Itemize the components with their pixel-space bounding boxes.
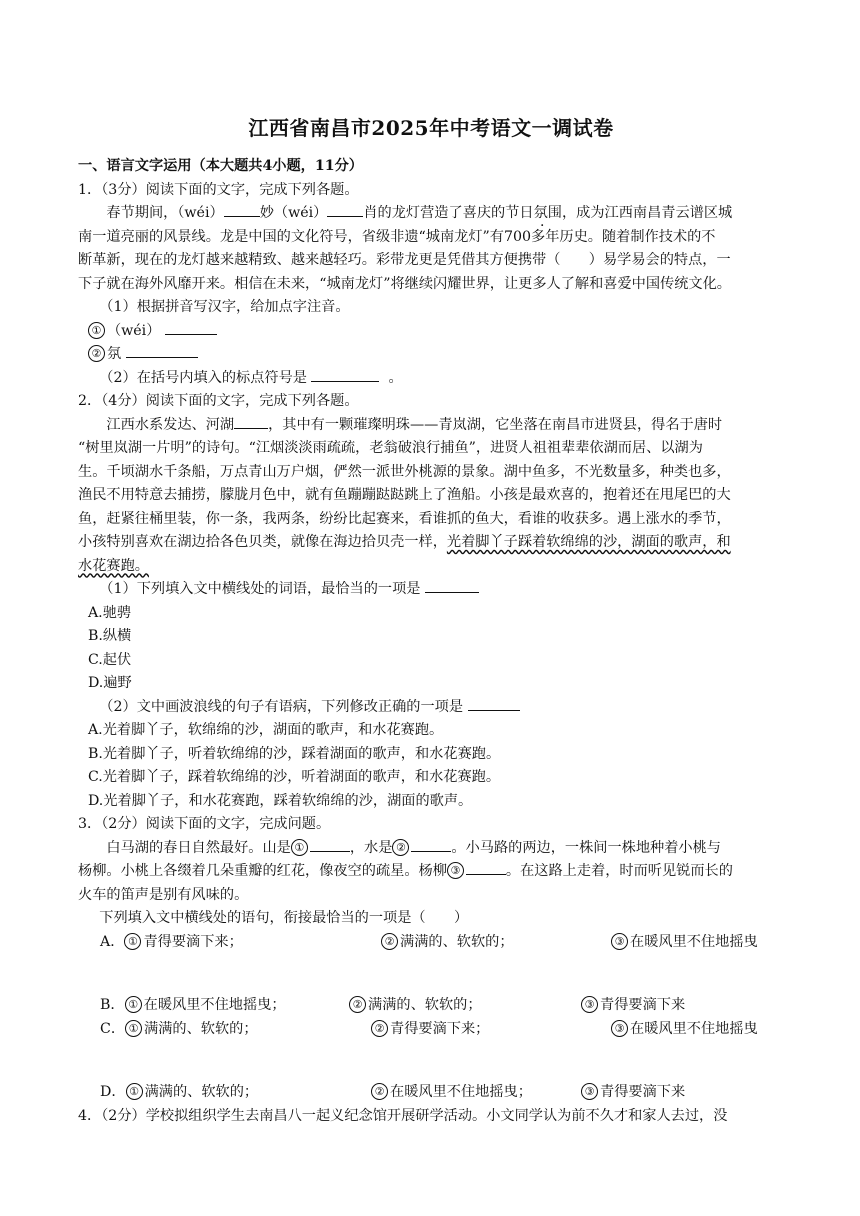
answer-blank	[425, 578, 479, 593]
q1-sub1-item1: ① （wéi）	[78, 320, 784, 344]
q2-passage-line4: 渔民不用特意去捕捞，朦胧月色中，就有鱼蹦蹦跶跶跳上了渔船。小孩是最欢喜的，抱着还在甩尾巴的大	[78, 487, 731, 503]
q2-sub1-option: B.纵横	[87, 628, 132, 644]
wavy-sentence: 光着脚丫子踩着软绵绵的沙，湖面的歌声，和	[446, 534, 731, 550]
q1-heading: 1．（3分）阅读下面的文字，完成下列各题。	[78, 181, 359, 198]
answer-blank	[126, 343, 198, 358]
circle-number: ①	[291, 839, 308, 856]
q1-passage-line3: 断革新，现在的龙灯越来越精致、越来越轻巧。彩带龙更是凭借其方便携带（ ）易学易会的特点，一	[78, 252, 731, 268]
q2-sub2: （2）文中画波浪线的句子有语病，下列修改正确的一项是	[78, 696, 784, 720]
circle-number: ③	[447, 862, 464, 879]
q2-sub2-option: D.光着脚丫子，和水花赛跑，踩着软绵绵的沙，湖面的歌声。	[87, 792, 473, 809]
q2-heading: 2．（4分）阅读下面的文字，完成下列各题。	[78, 393, 359, 409]
answer-blank	[311, 367, 379, 382]
q1-sub2: （2）在括号内填入的标点符号是 。	[78, 367, 784, 391]
q2-sub2-option: B.光着脚丫子，听着软绵绵的沙，踩着湖面的歌声，和水花赛跑。	[87, 745, 501, 762]
wavy-sentence: 水花赛跑。	[78, 557, 149, 574]
q3-option-c: C． ① 满满的、软软的； ② 青得要滴下来； ③ 在暖风里不住地摇曳	[100, 1020, 758, 1037]
answer-blank	[165, 320, 217, 335]
q1-sub1: （1）根据拼音写汉字，给加点字注音。	[99, 299, 350, 315]
blank	[327, 202, 363, 217]
circle-number: ②	[88, 345, 105, 362]
q2-passage-line3: 生。千顷湖水千条船，万点青山万户烟，俨然一派世外桃源的景象。湖中鱼多，不光数量多，种类也多，	[78, 463, 731, 480]
q3-passage-line3: 火车的笛声是别有风味的。	[78, 886, 249, 903]
q1-passage-line2: 南一道亮丽的风景线。龙是中国的文化符号，省级非遗“城南龙灯”有700多年历史。随着制作技术的不	[78, 228, 716, 245]
section-heading: 一、语言文字运用（本大题共4小题，11分）	[78, 158, 363, 174]
q3-passage-line2: 杨柳。小桃上各缀着几朵重瓣的红花，像夜空的疏星。杨柳 ③ 。在这路上走着，时而听见锐而长的	[78, 860, 784, 884]
blank	[466, 860, 506, 875]
q2-passage-line1: 江西水系发达、河湖 ，其中有一颗璀璨明珠——青岚湖，它坐落在南昌市进贤县，得名于唐时	[78, 414, 784, 438]
q2-sub1-option: D.遍野	[87, 675, 132, 691]
q3-option-a: A． ① 青得要滴下来； ② 满满的、软软的； ③ 在暖风里不住地摇曳	[100, 933, 758, 950]
q3-option-b: B． ① 在暖风里不住地摇曳； ② 满满的、软软的； ③ 青得要滴下来	[100, 997, 686, 1013]
exam-page	[78, 112, 784, 1128]
q3-passage-line1: 白马湖的春日自然最好。山是 ① ，水是 ② 。小马路的两边，一株间一株地种着小桃与	[78, 837, 784, 861]
blank	[310, 837, 350, 852]
q2-sub2-option: A.光着脚丫子，软绵绵的沙，湖面的歌声，和水花赛跑。	[87, 722, 444, 738]
q2-passage-line6: 小孩特别喜欢在湖边拾各色贝类，就像在海边拾贝壳一样，光着脚丫子踩着软绵绵的沙，湖面的歌声，和	[78, 534, 731, 550]
q2-sub1-option: A.驰骋	[87, 604, 132, 621]
q1-sub1-item2: ② 氛	[78, 343, 784, 367]
q3-ask: 下列填入文中横线处的语句，衔接最恰当的一项是（ ）	[99, 910, 469, 926]
q2-passage-line5: 鱼，赶紧往桶里装，你一条，我两条，纷纷比起赛来，看谁抓的鱼大，看谁的收获多。遇上涨水的季节，	[78, 510, 731, 527]
q2-sub1: （1）下列填入文中横线处的词语，最恰当的一项是	[78, 578, 784, 602]
q4-heading: 4．（2分）学校拟组织学生去南昌八一起义纪念馆开展研学活动。小文同学认为前不久才和家人去过，没	[78, 1107, 728, 1124]
exam-title: 江西省南昌市2025年中考语文一调试卷	[248, 116, 614, 140]
blank	[234, 414, 268, 429]
answer-blank	[468, 696, 520, 711]
blank	[411, 837, 451, 852]
q1-passage-line1: 春节期间，（wéi） 妙（wéi） 肖的龙灯营造了喜庆的节日氛围，成为江西南昌青云谱区城	[78, 202, 784, 226]
dotted-char: 氛	[533, 205, 548, 221]
circle-number: ①	[88, 322, 105, 339]
blank	[224, 202, 260, 217]
q1-passage-line4: 下子就在海外风靡开来。相信在未来，“城南龙灯”将继续闪耀世界，让更多人了解和喜爱中国传统文化。	[78, 275, 731, 292]
q2-sub1-option: C.起伏	[87, 651, 132, 668]
q2-passage-line2: “树里岚湖一片明”的诗句。“江烟淡淡雨疏疏，老翁破浪行捕鱼”，进贤人祖祖辈辈依湖而居、以湖为	[78, 440, 703, 456]
q2-sub2-option: C.光着脚丫子，踩着软绵绵的沙，听着湖面的歌声，和水花赛跑。	[87, 769, 501, 785]
q3-heading: 3．（2分）阅读下面的文字，完成问题。	[78, 816, 331, 832]
circle-number: ②	[392, 839, 409, 856]
q2-passage-line7	[78, 555, 784, 579]
q3-option-d: D． ① 满满的、软软的； ② 在暖风里不住地摇曳； ③ 青得要滴下来	[100, 1084, 686, 1100]
